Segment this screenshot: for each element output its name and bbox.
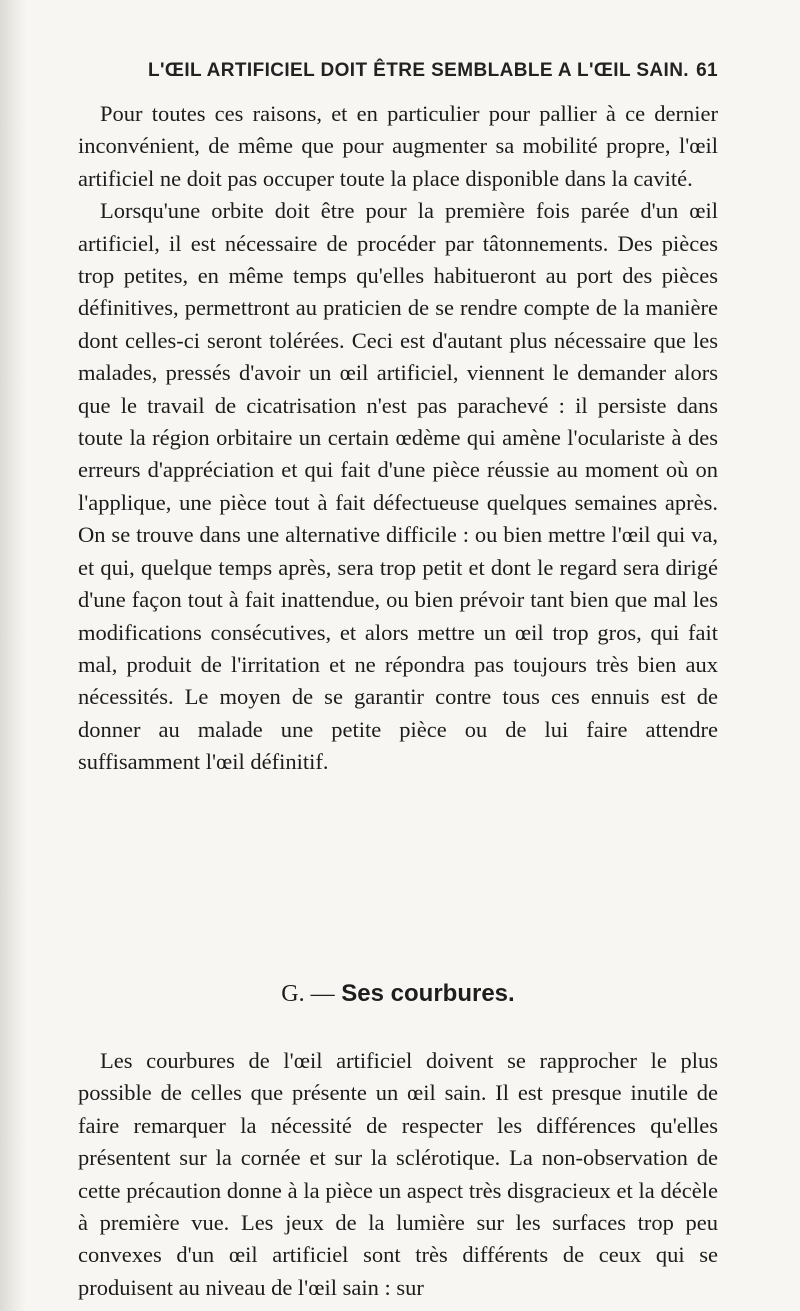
section-body-text bbox=[78, 1045, 718, 1304]
section-title: Ses courbures. bbox=[341, 980, 515, 1007]
page-gutter-shadow bbox=[0, 0, 26, 1311]
body-text bbox=[78, 98, 718, 779]
section-letter: G. — bbox=[281, 981, 335, 1007]
paragraph: Pour toutes ces raisons, et en particulier pour pallier à ce dernier inconvénient, de même que pour augmenter sa mobilité propre, l'œil artificiel ne doit pas occuper toute la place disponible dans la cavité. bbox=[78, 101, 718, 191]
page-number: 61 bbox=[696, 60, 718, 81]
paragraph: Lorsqu'une orbite doit être pour la première fois parée d'un œil artificiel, il est nécessaire de procéder par tâtonnements. Des pièces trop petites, en même temps qu'elles habitueront au port des pièces définitives, permettront au praticien de se rendre compte de la manière dont celles-ci seront tolérées. Ceci est d'autant plus nécessaire que les malades, pressés d'avoir un œil artificiel, viennent le demander alors que le travail de cicatrisation n'est pas parachevé : il persiste dans toute la région orbitaire un certain œdème qui amène l'oculariste à des erreurs d'appréciation et qui fait d'une pièce réussie au moment où on l'applique, une pièce tout à fait défectueuse quelques semaines après. On se trouve dans une alternative difficile : ou bien mettre l'œil qui va, et qui, quelque temps après, sera trop petit et dont le regard sera dirigé d'une façon tout à fait inattendue, ou bien prévoir tant bien que mal les modifications consécutives, et alors mettre un œil trop gros, qui fait mal, produit de l'irritation et ne répondra pas toujours très bien aux nécessités. Le moyen de se garantir contre tous ces ennuis est de donner au malade une petite pièce ou de lui faire attendre suffisamment l'œil définitif. bbox=[78, 198, 718, 775]
section-heading bbox=[78, 980, 718, 1008]
running-title: L'ŒIL ARTIFICIEL DOIT ÊTRE SEMBLABLE A L'ŒIL SAIN. bbox=[148, 60, 689, 81]
running-head bbox=[78, 60, 718, 90]
paragraph: Les courbures de l'œil artificiel doivent se rapprocher le plus possible de celles que présente un œil sain. Il est presque inutile de faire remarquer la nécessité de respecter les différences qu'elles présentent sur la cornée et sur la sclérotique. La non-observation de cette précaution donne à la pièce un aspect très disgracieux et la décèle à première vue. Les jeux de la lumière sur les surfaces trop peu convexes d'un œil artificiel sont très différents de ceux qui se produisent au niveau de l'œil sain : sur bbox=[78, 1048, 718, 1300]
